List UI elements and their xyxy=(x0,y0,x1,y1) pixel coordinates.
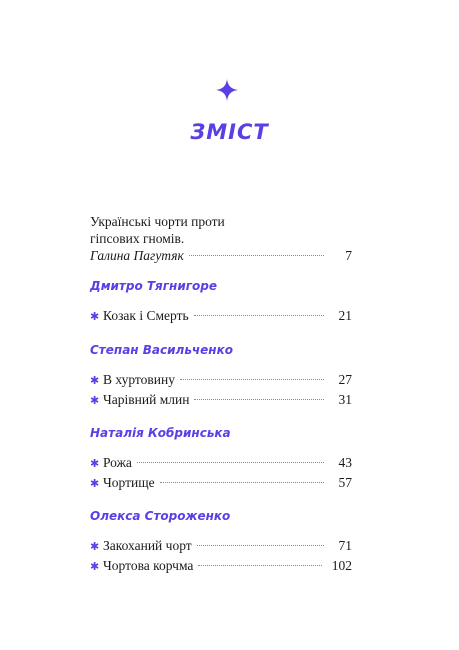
page-number: 71 xyxy=(338,538,352,553)
section-author: Наталія Кобринська xyxy=(90,426,231,440)
section-author: Дмитро Тягнигоре xyxy=(90,279,217,293)
toc-entry[interactable] xyxy=(90,371,352,388)
toc-entry[interactable] xyxy=(90,557,352,574)
toc-entry[interactable] xyxy=(90,307,352,324)
dot-leader xyxy=(194,315,324,316)
entry-title: Чортова корчма xyxy=(103,558,194,573)
page-number: 57 xyxy=(338,475,352,490)
asterisk-bullet-icon: ✱ xyxy=(90,541,100,553)
section-tiahnyhore xyxy=(90,278,352,324)
dot-leader xyxy=(137,462,324,463)
asterisk-bullet-icon: ✱ xyxy=(90,561,100,573)
intro-author-row[interactable] xyxy=(90,247,352,264)
page-title: ЗМІСТ xyxy=(190,120,269,144)
entry-title: В хуртовину xyxy=(103,372,175,387)
dot-leader xyxy=(189,255,324,256)
dot-leader xyxy=(160,482,324,483)
asterisk-bullet-icon: ✱ xyxy=(90,458,100,470)
intro-entry xyxy=(90,213,352,264)
entry-title: Закоханий чорт xyxy=(103,538,192,553)
section-storozhenko xyxy=(90,508,352,574)
intro-author: Галина Пагутяк xyxy=(90,248,184,263)
toc-entry[interactable] xyxy=(90,474,352,491)
dot-leader xyxy=(198,565,321,566)
toc-entry[interactable] xyxy=(90,391,352,408)
entry-title: Рожа xyxy=(103,455,132,470)
toc-entry[interactable] xyxy=(90,454,352,471)
page-number: 7 xyxy=(345,248,352,263)
toc-entry[interactable] xyxy=(90,537,352,554)
asterisk-bullet-icon: ✱ xyxy=(90,375,100,387)
dot-leader xyxy=(180,379,324,380)
asterisk-bullet-icon: ✱ xyxy=(90,478,100,490)
section-vasylchenko xyxy=(90,342,352,408)
four-point-star-icon xyxy=(216,79,238,101)
intro-title-line-2: гіпсових гномів. xyxy=(90,231,185,246)
table-of-contents xyxy=(90,213,352,577)
page-number: 21 xyxy=(338,308,352,323)
entry-title: Чарівний млин xyxy=(103,392,190,407)
page-number: 102 xyxy=(331,558,352,573)
section-author: Степан Васильченко xyxy=(90,343,233,357)
page-number: 31 xyxy=(338,392,352,407)
intro-title-line-1: Українські чорти проти xyxy=(90,214,225,229)
dot-leader xyxy=(197,545,324,546)
page-number: 43 xyxy=(338,455,352,470)
section-kobrynska xyxy=(90,425,352,491)
page-number: 27 xyxy=(338,372,352,387)
asterisk-bullet-icon: ✱ xyxy=(90,311,100,323)
entry-title: Чортище xyxy=(103,475,155,490)
dot-leader xyxy=(194,399,324,400)
asterisk-bullet-icon: ✱ xyxy=(90,395,100,407)
entry-title: Козак і Смерть xyxy=(103,308,189,323)
section-author: Олекса Стороженко xyxy=(90,509,231,523)
